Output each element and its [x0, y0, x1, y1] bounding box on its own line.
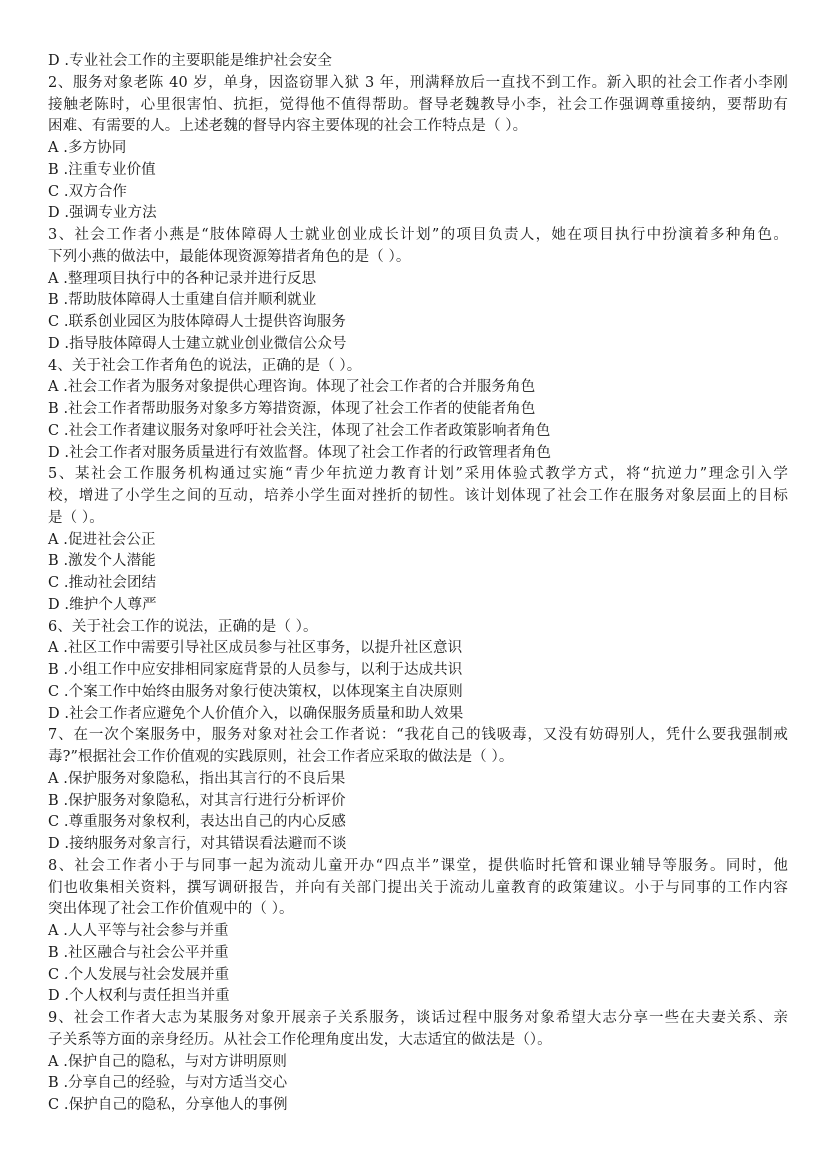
- option-a: A .人人平等与社会参与并重: [48, 923, 229, 939]
- question-7-options: [48, 769, 788, 856]
- question-7-stem: [48, 725, 788, 769]
- question-8-options: [48, 921, 788, 1008]
- option-c: C .推动社会团结: [48, 575, 157, 591]
- question-stem-line: 子关系等方面的亲身经历。从社会工作伦理角度出发，大志适宜的做法是（）。: [48, 1031, 552, 1048]
- question-stem-line: 9、社会工作者大志为某服务对象开展亲子关系服务，谈话过程中服务对象希望大志分享一些在夫妻关系、亲: [48, 1010, 788, 1026]
- option-c: C .双方合作: [48, 183, 128, 200]
- option-a: A .社区工作中需要引导社区成员参与社区事务，以提升社区意识: [48, 640, 463, 657]
- option-b: B .帮助肢体障碍人士重建自信并顺利就业: [48, 292, 317, 309]
- question-4-options: [48, 377, 788, 464]
- option-c: C .社会工作者建议服务对象呼吁社会关注，体现了社会工作者政策影响者角色: [48, 422, 551, 439]
- option-b: B .保护服务对象隐私，对其言行进行分析评价: [48, 792, 346, 809]
- option-b: B .分享自己的经验，与对方适当交心: [48, 1075, 288, 1092]
- question-stem-line: 们也收集相关资料，撰写调研报告，并向有关部门提出关于流动儿童教育的政策建议。小于与同事的工作内容: [48, 879, 788, 896]
- question-8: [48, 856, 788, 1008]
- document-page: [48, 51, 788, 1117]
- question-3: [48, 225, 788, 356]
- question-8-stem: [48, 856, 788, 921]
- question-stem-line: 毒?”根据社会工作价值观的实践原则，社会工作者应采取的做法是（ ）。: [48, 749, 514, 765]
- option-c: C .个案工作中始终由服务对象行使决策权，以体现案主自决原则: [48, 683, 463, 700]
- question-stem-line: 困难、有需要的人。上述老魏的督导内容主要体现的社会工作特点是（ ）。: [48, 118, 528, 135]
- question-3-options: [48, 269, 788, 356]
- question-7: [48, 725, 788, 856]
- option-d-previous-question: D .专业社会工作的主要职能是维护社会安全: [48, 53, 332, 69]
- option-b: B .激发个人潜能: [48, 553, 156, 570]
- option-a: A .保护服务对象隐私，指出其言行的不良后果: [48, 770, 346, 787]
- question-4: [48, 356, 788, 465]
- option-b: B .社区融合与社会公平并重: [48, 944, 229, 961]
- option-c: C .个人发展与社会发展并重: [48, 966, 230, 983]
- question-stem-line: 8、社会工作者小于与同事一起为流动儿童开办“四点半”课堂，提供临时托管和课业辅导等服务。同时，他: [48, 857, 788, 874]
- question-stem-line: 校，增进了小学生之间的互动，培养小学生面对挫折的韧性。该计划体现了社会工作在服务对象层面上的目标: [48, 488, 788, 504]
- question-2: [48, 73, 788, 225]
- option-d: D .指导肢体障碍人士建立就业创业微信公众号: [48, 335, 347, 352]
- option-a: A .整理项目执行中的各种记录并进行反思: [48, 270, 317, 287]
- question-stem-line: 接触老陈时，心里很害怕、抗拒，觉得他不值得帮助。督导老魏教导小李，社会工作强调尊重接纳，要帮助有: [48, 96, 788, 113]
- question-stem-line: 3、社会工作者小燕是“肢体障碍人士就业创业成长计划”的项目负责人，她在项目执行中扮演着多种角色。: [48, 227, 788, 243]
- question-stem-line: 是（ ）。: [48, 509, 104, 526]
- question-6-stem: [48, 617, 788, 639]
- option-d: D .社会工作者对服务质量进行有效监督。体现了社会工作者的行政管理者角色: [48, 444, 551, 461]
- option-a: A .多方协同: [48, 140, 127, 156]
- question-5-stem: [48, 464, 788, 529]
- question-4-stem: [48, 356, 788, 378]
- question-stem-line: 2、服务对象老陈 40 岁，单身，因盗窃罪入狱 3 年，刑满释放后一直找不到工作。新入职的社会工作者小李刚: [48, 74, 788, 91]
- question-5-options: [48, 530, 788, 617]
- option-c: C .尊重服务对象权利，表达出自己的内心反感: [48, 814, 347, 831]
- question-9-stem: [48, 1008, 788, 1052]
- question-9: [48, 1008, 788, 1117]
- option-a: A .保护自己的隐私，与对方讲明原则: [48, 1053, 287, 1070]
- question-3-stem: [48, 225, 788, 269]
- question-9-options: [48, 1052, 788, 1117]
- question-6: [48, 617, 788, 726]
- question-6-options: [48, 638, 788, 725]
- option-d: D .强调专业方法: [48, 205, 157, 222]
- option-b: B .社会工作者帮助服务对象多方筹措资源，体现了社会工作者的使能者角色: [48, 401, 536, 417]
- option-d: D .个人权利与责任担当并重: [48, 988, 230, 1005]
- question-stem-line: 4、关于社会工作者角色的说法，正确的是（ ）。: [48, 357, 362, 374]
- option-b: B .小组工作中应安排相同家庭背景的人员参与，以利于达成共识: [48, 662, 463, 678]
- question-stem-line: 下列小燕的做法中，最能体现资源筹措者角色的是（ ）。: [48, 248, 411, 265]
- option-d: D .维护个人尊严: [48, 596, 157, 613]
- question-5: [48, 464, 788, 616]
- question-stem-line: 6、关于社会工作的说法，正确的是（ ）。: [48, 618, 318, 635]
- question-stem-line: 7、在一次个案服务中，服务对象对社会工作者说：“我花自己的钱吸毒，又没有妨碍别人，凭什么要我强制戒: [48, 727, 788, 744]
- question-2-options: [48, 138, 788, 225]
- option-c: C .联系创业园区为肢体障碍人士提供咨询服务: [48, 314, 347, 330]
- question-stem-line: 5、某社会工作服务机构通过实施“青少年抗逆力教育计划”采用体验式教学方式，将“抗逆力”理念引入学: [48, 466, 788, 483]
- option-d: D .社会工作者应避免个人价值介入，以确保服务质量和助人效果: [48, 705, 464, 722]
- question-2-stem: [48, 73, 788, 138]
- option-a: A .促进社会公正: [48, 531, 156, 548]
- option-d: D .接纳服务对象言行，对其错误看法避而不谈: [48, 836, 347, 852]
- question-stem-line: 突出体现了社会工作价值观中的（ ）。: [48, 901, 294, 918]
- option-a: A .社会工作者为服务对象提供心理咨询。体现了社会工作者的合并服务角色: [48, 379, 536, 396]
- option-b: B .注重专业价值: [48, 161, 156, 178]
- option-c: C .保护自己的隐私，分享他人的事例: [48, 1097, 288, 1113]
